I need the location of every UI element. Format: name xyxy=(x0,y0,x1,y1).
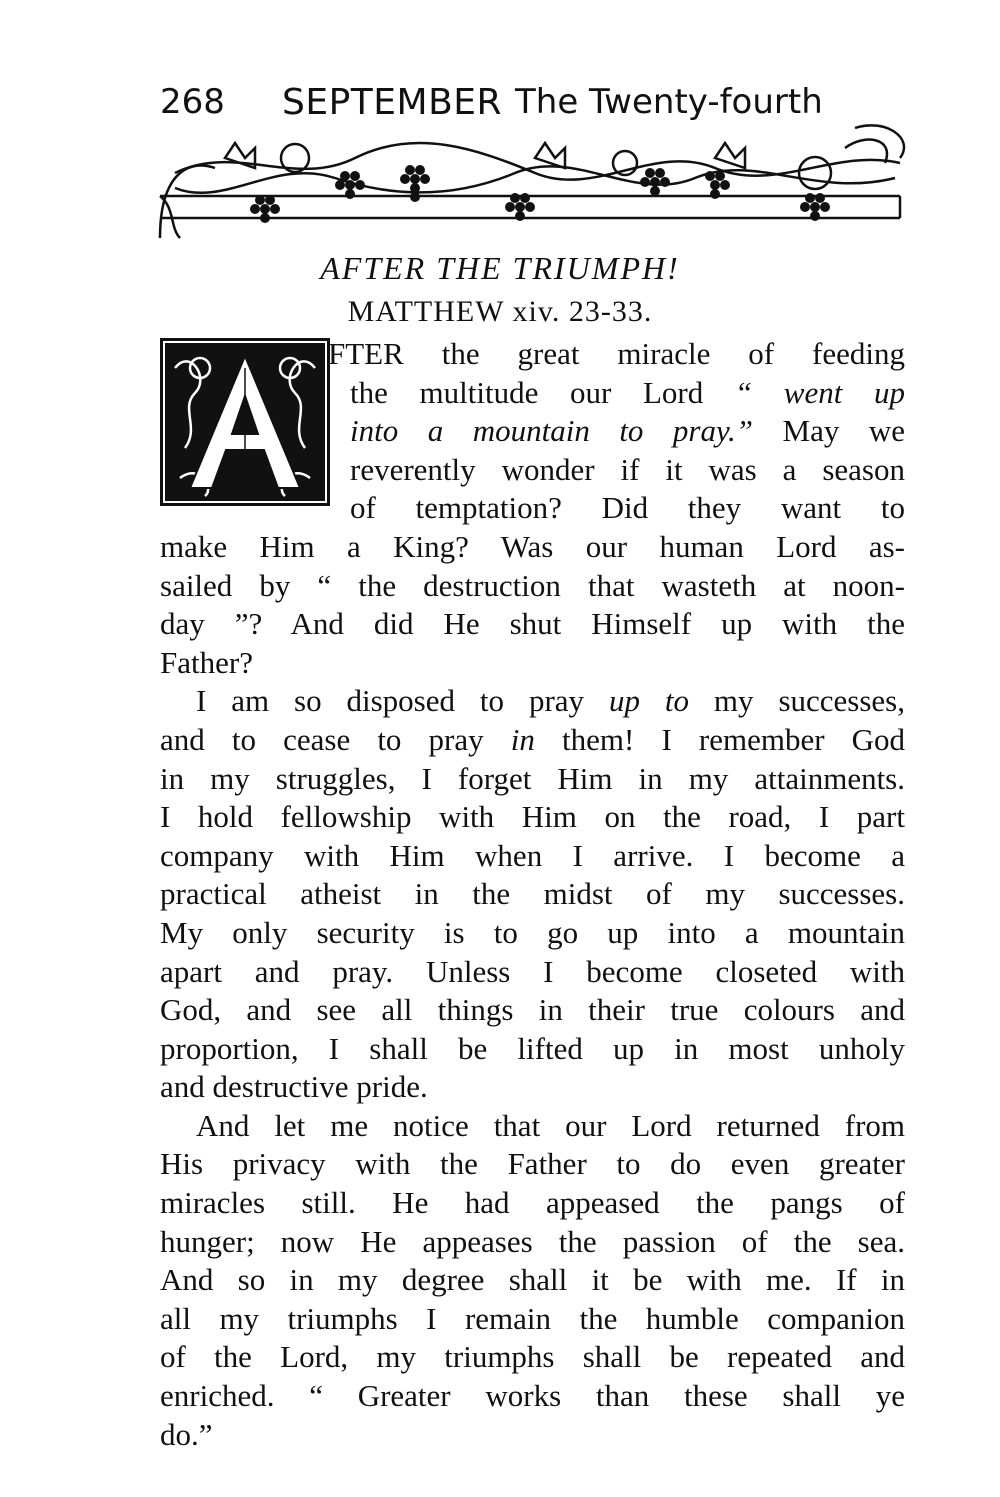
italic-fragment: “ went up xyxy=(734,374,906,410)
body-line xyxy=(160,721,905,760)
body-line-fragment: and to cease to pray xyxy=(160,721,484,757)
body-text xyxy=(160,335,905,1454)
body-line: proportion, I shall be lifted up in most unholy xyxy=(160,1030,905,1066)
body-line-fragment: them! I remember God xyxy=(562,721,906,757)
body-line: in my struggles, I forget Him in my attainments. xyxy=(160,760,905,796)
body-line xyxy=(160,682,905,721)
body-line-fragment: I am so disposed to pray xyxy=(196,683,585,719)
body-line: Father? xyxy=(160,644,253,680)
body-line-fragment: my successes, xyxy=(713,683,905,719)
body-line: and destructive pride. xyxy=(160,1069,428,1105)
running-head-month: SEPTEMBER xyxy=(282,82,503,123)
body-line: make Him a King? Was our human Lord as- xyxy=(160,528,905,564)
body-line: FTER the great miracle of feeding xyxy=(328,336,905,371)
body-line: enriched. “ Greater works than these shall ye xyxy=(160,1378,905,1414)
body-line xyxy=(350,412,905,451)
body-line: And let me notice that our Lord returned from xyxy=(196,1107,905,1143)
body-line: hunger; now He appeases the passion of the sea. xyxy=(160,1223,905,1259)
body-line: His privacy with the Father to do even greater xyxy=(160,1146,905,1182)
italic-fragment: in xyxy=(510,721,535,757)
body-line: do.” xyxy=(160,1416,213,1452)
body-line xyxy=(350,374,905,413)
body-line: practical atheist in the midst of my successes. xyxy=(160,876,905,912)
body-line: And so in my degree shall it be with me. If in xyxy=(160,1262,905,1298)
body-line: reverently wonder if it was a season xyxy=(350,451,905,487)
reading-title: AFTER THE TRIUMPH! xyxy=(320,250,680,286)
body-line: all my triumphs I remain the humble companion xyxy=(160,1300,905,1336)
body-line: of the Lord, my triumphs shall be repeated and xyxy=(160,1339,905,1375)
running-head-day: The Twenty-fourth xyxy=(515,82,823,122)
body-line: miracles still. He had appeased the pangs of xyxy=(160,1185,905,1221)
italic-fragment: up to xyxy=(608,683,689,719)
body-line: God, and see all things in their true colours and xyxy=(160,992,905,1028)
scripture-reference: MATTHEW xiv. 23-33. xyxy=(347,295,653,328)
page-number: 268 xyxy=(160,82,225,122)
body-line: I hold fellowship with Him on the road, I part xyxy=(160,799,905,835)
body-line: apart and pray. Unless I become closeted with xyxy=(160,953,905,989)
dropcap-letter: A xyxy=(160,323,172,342)
body-line: company with Him when I arrive. I become a xyxy=(160,837,905,873)
italic-fragment: into a mountain to pray.” xyxy=(350,413,754,449)
body-line-fragment: the multitude our Lord xyxy=(350,374,704,410)
body-line: of temptation? Did they want to xyxy=(350,490,905,526)
body-line: day ”? And did He shut Himself up with the xyxy=(160,606,905,642)
body-line: sailed by “ the destruction that wasteth at noon- xyxy=(160,567,905,603)
grapevine-ornament-icon xyxy=(155,118,915,253)
body-line: My only security is to go up into a mountain xyxy=(160,914,905,950)
body-line-fragment: May we xyxy=(782,413,905,449)
